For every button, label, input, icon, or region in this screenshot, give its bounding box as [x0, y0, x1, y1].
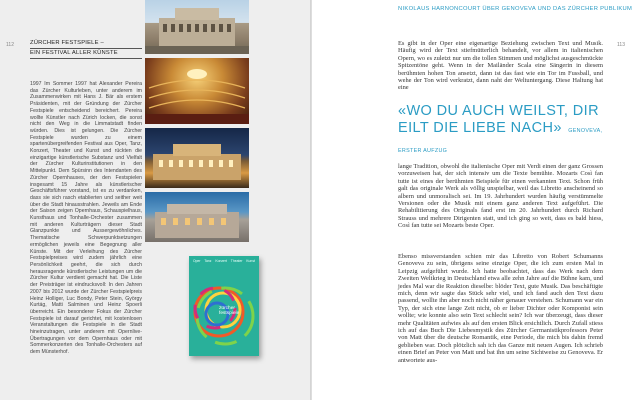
book-title-line: festspiele: [219, 311, 240, 317]
photo-opera-auditorium: [145, 58, 249, 124]
book-category: Kunst: [246, 259, 255, 263]
page-number-right: 113: [617, 42, 625, 48]
body-paragraph: lange Tradition, obwohl die italienische Oper mit Verdi einen der ganz Grossen vorzuweisen hat, der sich intensiv um die Texte bemühte. Mozarts Così fan tutte ist eines der berühmten Beispiele für einen verkannten Text. Schon früh galt das originale Werk als völlig unspielbar, weil das Libretto anscheinend so albern und unmoralisch sei. Im 19. Jahrhundert wurden häufig verstümmelte Versionen oder die Musik mit einem ganz anderen Text aufgeführt. Die Rehabilitierung des Originals fand erst im 20. Jahrhundert durch Richard Strauss und mehrere Dirigenten statt, und ich ging so weit, dass es bald hiess, Così fan tutte sei Mozarts beste Oper.: [398, 163, 603, 230]
sidebar-title: ZÜRCHER FESTSPIELE –: [30, 40, 142, 49]
body-paragraph: Es gibt in der Oper eine eigenartige Beziehung zwischen Text und Musik. Häufig wird der Text stiefmütterlich behandelt, vor allem in italienischen Opern, wo es zuletzt nur um die tollen Stimmen und möglichst ausgeschmückte Spitzentöne geht. Wenn in der Mailänder Scala eine Sängerin in diesem berühmten hohen Ton ansetzt, dann ist das fast wie ein Tor im Fussball, und wehe der Ton wird verkratzt, dann naht der Weltuntergang. Diese Haltung hat eine: [398, 40, 603, 92]
book-title: [219, 306, 239, 316]
book-category: Tanz: [204, 259, 212, 263]
page-number-left: 112: [6, 42, 14, 48]
book-category: Konzert: [215, 259, 227, 263]
photo-building-exterior: [145, 192, 249, 242]
photo-opera-house-night: [145, 128, 249, 188]
sidebar-subtitle: EIN FESTIVAL ALLER KÜNSTE: [30, 50, 142, 59]
book-title-line: zürcher: [219, 306, 235, 311]
sidebar-box: [30, 40, 142, 356]
body-paragraph: Ebenso missverstanden schien mir das Libretto von Robert Schumanns Genoveva zu sein, übrigens seine einzige Oper, die ich zum ersten Mal in Leipzig aufgeführt wurde. Ich hatte beobachtet, dass das Werk nach dem Zweiten Weltkrieg in Deutschland etwa alle zehn Jahre auf die Bühne kam, und jedes Mal war die Reaktion dieselbe: blöder Text, gute Musik. Das beschäftigte mich, denn wir sagte das Stück sehr viel, und ich fand auch den Text dazu passend, wollte ihn aber noch nicht näher genauer verstehen. Schumann war ein Typ, der sich eine lange Zeit nicht, ob er lieber Dichter oder Komponist sein wollte; wie konnte also sein Text schlecht sein? Ich war überzeugt, dass dieser mehr Qualitäten aufwies als auf den ersten Blick ersichtlich. Durch Zufall stiess ich auf das Buch Die Liebesmystik des Zürcher Germanistikprofessors Peter von Matt über die deutsche Romantik, eine Periode, die mich bis dahin fremd geblieben war. Doch plötzlich sah ich das Ganze mit neuen Augen. Ich schrieb einen Brief an Peter von Matt und bat ihn um seine Sichtweise zu Genoveva. Er antwortete aus-: [398, 253, 603, 364]
photo-opera-house-exterior: [145, 0, 249, 54]
pull-quote-text: «WO DU AUCH WEILST, DIR EILT DIE LIEBE NACH»: [398, 103, 599, 136]
festival-book-cover: [189, 256, 259, 356]
sidebar-body: 1997 Im Sommer 1997 hat Alexander Pereira das Zürcher Kulturleben, unter anderem im Zusammenwirken mit Hans J. Bär als erstem Präsidenten, mit der Gründung der Zürcher Festspiele entscheidend bereichert. Pereira wollte Künstler nach Zürich locken, die sonst nicht den Weg in die Limmatstadt finden würden. Dies ist gelungen. Die Zürcher Festspiele wurden zu einem spartenübergreifenden Festival aus Oper, Tanz, Konzert, Theater und Kunst und rückten die einzigartige künstlerische Substanz und Vielfalt der Zürcher Kulturinstitutionen in den Mittelpunkt. Dem Spürsinn des Intendanten des Zürcher Opernhauses, der den Festspielen insgesamt 15 Jahre als künstlerischer Geschäftsführer vorstand, ist es zu verdanken, dass sie sich rasch etablierten und seither weit über die Stadt hinausstrahlen. Jeweils am Ende der Saison zeigen Opernhaus, Schauspielhaus, Kunsthaus und Tonhalle-Orchester zusammen mit anderen Kulturträgern dieser Stadt Glanzpunkte und Aussergewöhnliches. Thematische Schwerpunktsetzungen ermöglichen jeweils eine Begegnung aller Künste. Mit der Verleihung des Zürcher Festspielpreises wird zudem jährlich eine Persönlichkeit geehrt, die sich durch herausragende künstlerische Leistungen um die Zürcher Kultur verdient gemacht hat. Die Liste der Preisträger ist eindrucksvoll: In den Jahren 2007 bis 2012 wurde der Zürcher Festspielpreis Heinz Holliger, Luc Bondy, Peter Stein, György Kurtág, Matti Salminen und Heinz Spoerli überreicht. Ein besonderer Fokus der Zürcher Festspiele ist darauf gerichtet, mit kostenlosen Veranstaltungen die Festspiele in die Stadt hineinzutragen, unter anderem mit Opernlive-Übertragungen vor dem Opernhaus oder mit Sommerkonzerten des Tonhalle-Orchesters auf dem Münsterhof.: [30, 81, 142, 356]
book-category: Theater: [230, 259, 243, 263]
pull-quote-source: GENOVEVA, ERSTER AUFZUG: [398, 128, 603, 154]
left-page: [0, 0, 312, 400]
pull-quote: [398, 103, 613, 160]
book-category: Oper: [193, 259, 201, 263]
running-head: NIKOLAUS HARNONCOURT ÜBER GENOVEVA UND DAS ZÜRCHER PUBLIKUM: [398, 6, 633, 12]
